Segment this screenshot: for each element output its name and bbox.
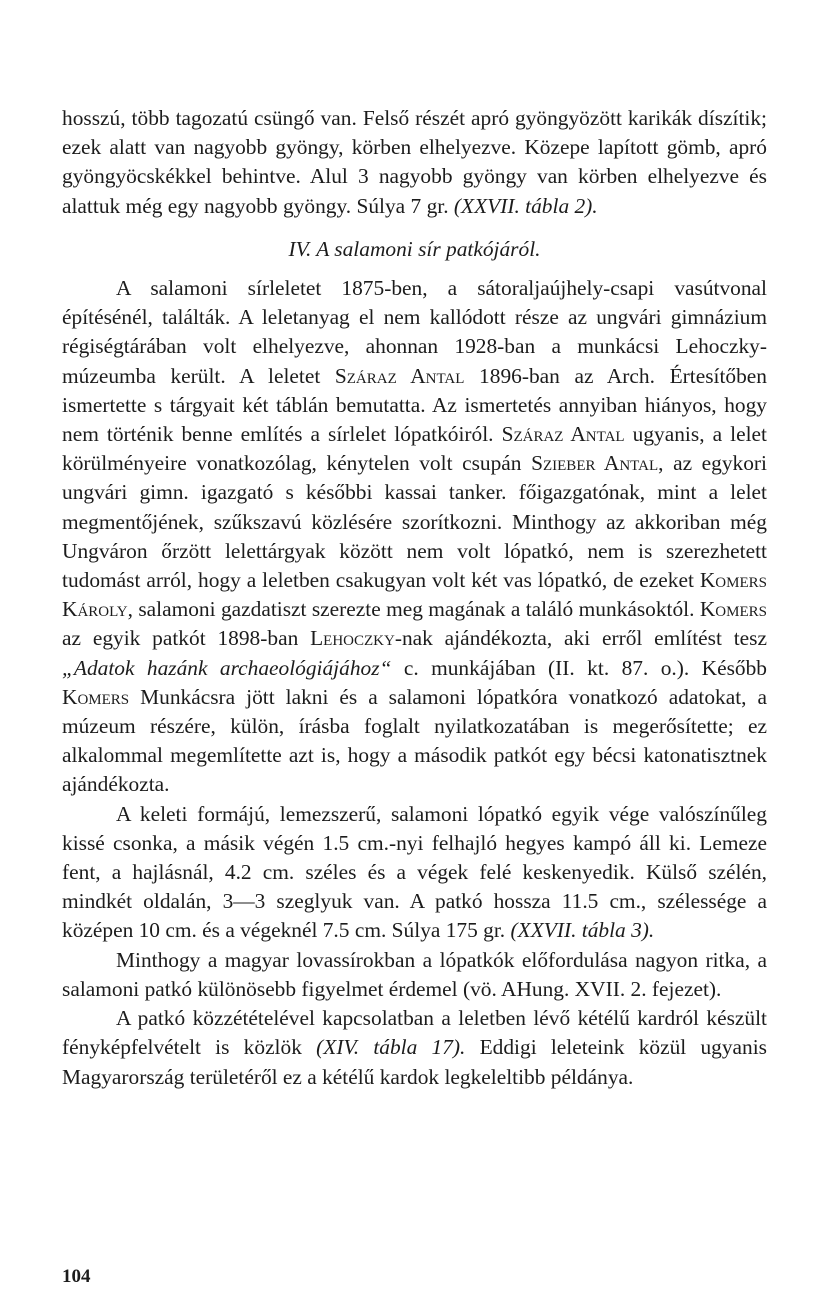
page-number: 104 bbox=[62, 1266, 91, 1287]
body-text bbox=[62, 104, 767, 1092]
plate-reference: (XIV. tábla 17). bbox=[316, 1035, 466, 1060]
section-heading: IV. A salamoni sír patkójáról. bbox=[288, 236, 541, 261]
person-name: Komers bbox=[699, 597, 767, 622]
person-name: Szieber Antal bbox=[531, 451, 659, 476]
person-name: Komers Károly bbox=[62, 568, 767, 622]
person-name: Lehoczky bbox=[310, 626, 395, 651]
paragraph-horseshoe-description: A keleti formájú, lemezszerű, salamoni lópatkó egyik vége valószínűleg kissé csonka, a másik végén 1.5 cm.-nyi felhajló hegyes kampó áll ki. Lemeze fent, a hajlásnál, 4.2 cm. széles és a végek felé keskenyedik. Külső szélén, mindkét oldalán, 3—3 szeglyuk van. A patkó hossza 11.5 cm., szélessége a középen 10 cm. és a végeknél 7.5 cm. Súlya 175 gr. (XXVII. tábla 3). bbox=[62, 801, 767, 943]
paragraph-pendant-description: hosszú, több tagozatú csüngő van. Felső részét apró gyöngyözött karikák díszítik; ezek alatt van nagyobb gyöngy, körben elhelyezve. Közepe lapított gömb, apró gyöngyöcskékkel behintve. Alul 3 nagyobb gyöngy van körben elhelyezve és alattuk még egy nagyobb gyöngy. Súlya 7 gr. (XXVII. tábla 2). bbox=[62, 106, 767, 218]
paragraph-sword: A patkó közzétételével kapcsolatban a leletben lévő kétélű kardról készült fényképfelvételt is közlök (XIV. tábla 17). Eddigi leleteink közül ugyanis Magyarország területéről ez a kétélű kardok legkeleltibb példánya. bbox=[62, 1006, 768, 1089]
author-name: Száraz Antal bbox=[334, 363, 465, 388]
plate-reference: (XXVII. tábla 3). bbox=[510, 918, 655, 943]
plate-reference: (XXVII. tábla 2). bbox=[453, 193, 598, 218]
paragraph-find-history: A salamoni sírleletet 1875-ben, a sátoraljaújhely-csapi vasútvonal építésénél, találták. A leletanyag el nem kallódott része az ungvári gimnázium régiségtárában volt elhelyezve, ahonnan 1928-ban a munkácsi Lehoczky-múzeumba került. A leletet Száraz Antal 1896-ban az Arch. Értesítőben ismertette s tárgyait két táblán bemutatta. Az ismertetés annyiban hiányos, hogy nem történik benne említés a sírlelet lópatkóiról. Száraz Antal ugyanis, a lelet körülményeire vonatkozólag, kénytelen volt csupán Szieber Antal, az egykori ungvári gimn. igazgató s későbbi kassai tanker. főigazgatónak, mint a lelet megmentőjének, szűkszavú közlésére szorítkozni. Minthogy az akkoriban még Ungváron őrzött lelettárgyak között nem volt lópatkó, nem is szerezhetett tudomást arról, hogy a leletben csakugyan volt két vas lópatkó, de ezeket Komers Károly, salamoni gazdatiszt szerezte meg magának a találó munkásoktól. Komers az egyik patkót 1898-ban Lehoczky-nak ajándékozta, aki erről említést tesz „Adatok hazánk archaeológiájához“ c. munkájában (II. kt. 87. o.). Később Komers Munkácsra jött lakni és a salamoni lópatkóra vonatkozó adatokat, a múzeum részére, külön, írásba foglalt nyilatkozatában is megerősítette; ez alkalommal megemlítette azt is, hogy a második patkót egy bécsi katonatisztnek ajándékozta. bbox=[62, 276, 767, 797]
work-title: „Adatok hazánk archaeológiájához“ bbox=[62, 655, 392, 680]
person-name: Komers bbox=[62, 684, 130, 709]
paragraph-rarity: Minthogy a magyar lovassírokban a lópatkók előfordulása nagyon ritka, a salamoni patkó különösebb figyelmet érdemel (vö. AHung. XVII. 2. fejezet). bbox=[62, 947, 767, 1001]
author-name: Száraz Antal bbox=[501, 422, 625, 447]
